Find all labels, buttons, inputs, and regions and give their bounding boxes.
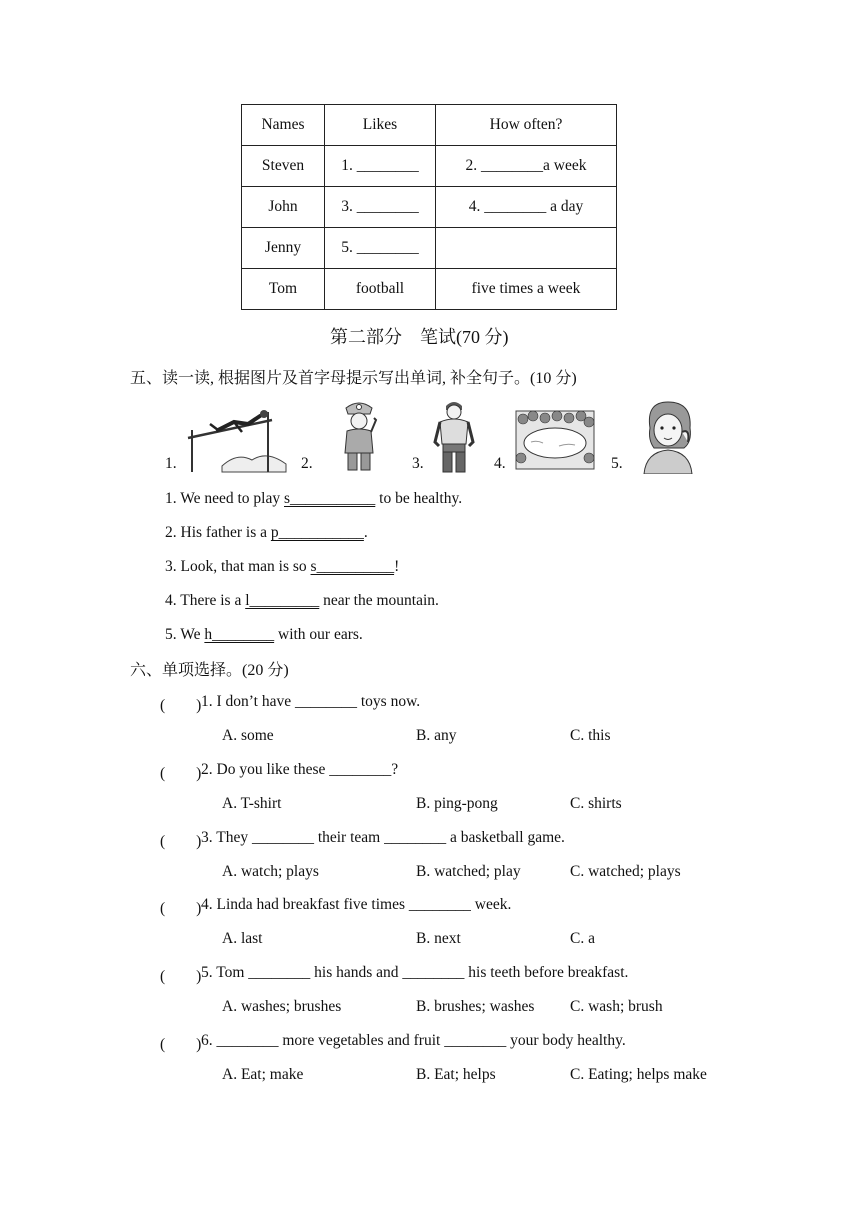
answer-blank[interactable]: s___________ [284,490,376,507]
table-header-cell: Likes [325,105,436,146]
sentence-text: . [363,524,368,541]
option-b[interactable]: B. brushes; washes [416,998,535,1015]
table-row [242,146,617,187]
sentence-text: ! [394,558,400,575]
table-cell [436,228,617,269]
sentence-text: near the mountain. [319,592,439,609]
option-b[interactable]: B. any [416,727,457,744]
answer-blank[interactable]: p___________ [270,524,364,541]
question-stem: 2. Do you like these ________? [201,761,399,778]
sentence-text: 2. His father is a [165,524,271,541]
table-cell[interactable]: 1. ________ [325,146,436,187]
table-cell[interactable]: 5. ________ [325,228,436,269]
table-row [242,269,617,310]
sentence-text: to be healthy. [375,490,463,507]
answer-paren[interactable]: ( ) [160,1036,202,1053]
table-cell: Tom [242,269,325,310]
section-six-heading: 六、单项选择。(20 分) [130,662,289,679]
answer-paren[interactable]: ( ) [160,833,202,850]
picture-number: 1. [165,455,177,472]
option-a[interactable]: A. Eat; make [222,1066,304,1083]
sentence-text: 5. We [165,626,205,643]
strong-man-icon [432,398,476,474]
question-stem: 1. I don’t have ________ toys now. [201,693,421,710]
table-row [242,228,617,269]
table-header-cell: Names [242,105,325,146]
part-title: 第二部分 笔试(70 分) [330,327,509,347]
question-stem: 6. ________ more vegetables and fruit ________ your body healthy. [201,1032,626,1049]
option-b[interactable]: B. ping-pong [416,795,498,812]
table-cell: John [242,187,325,228]
lake-icon [515,410,595,470]
sentence-text: 4. There is a [165,592,246,609]
option-b[interactable]: B. next [416,930,461,947]
answer-blank[interactable]: l_________ [245,592,320,609]
answer-paren[interactable]: ( ) [160,968,202,985]
girl-listening-icon [640,398,698,474]
question-stem: 3. They ________ their team ________ a basketball game. [201,829,565,846]
police-officer-icon [338,398,380,474]
table-cell[interactable]: 4. ________ a day [436,187,617,228]
fill-blank-sentence [165,524,368,542]
section-five-heading: 五、读一读, 根据图片及首字母提示写出单词, 补全句子。(10 分) [130,370,577,387]
table-cell: Jenny [242,228,325,269]
option-c[interactable]: C. wash; brush [570,998,663,1015]
option-a[interactable]: A. washes; brushes [222,998,342,1015]
option-a[interactable]: A. T-shirt [222,795,282,812]
table-header-row [242,105,617,146]
answer-blank[interactable]: s__________ [310,558,395,575]
fill-blank-sentence [165,592,439,610]
picture-number: 3. [412,455,424,472]
option-a[interactable]: A. last [222,930,263,947]
fill-blank-sentence [165,558,399,576]
picture-number: 2. [301,455,313,472]
answer-paren[interactable]: ( ) [160,900,202,917]
table-header-cell: How often? [436,105,617,146]
fill-blank-sentence [165,490,462,508]
option-b[interactable]: B. Eat; helps [416,1066,496,1083]
question-stem: 5. Tom ________ his hands and ________ his teeth before breakfast. [201,964,629,981]
sentence-text: 1. We need to play [165,490,284,507]
picture-number: 5. [611,455,623,472]
fill-blank-sentence [165,626,363,644]
table-cell: football [325,269,436,310]
sentence-text: with our ears. [274,626,363,643]
answer-blank[interactable]: h________ [204,626,275,643]
answer-paren[interactable]: ( ) [160,765,202,782]
table-cell[interactable]: 2. ________a week [436,146,617,187]
question-stem: 4. Linda had breakfast five times ________ week. [201,896,512,913]
table-cell: Steven [242,146,325,187]
picture-number: 4. [494,455,506,472]
table-cell[interactable]: 3. ________ [325,187,436,228]
option-c[interactable]: C. a [570,930,595,947]
option-c[interactable]: C. shirts [570,795,622,812]
table-row [242,187,617,228]
high-jump-icon [182,402,288,474]
option-c[interactable]: C. Eating; helps make [570,1066,707,1083]
option-c[interactable]: C. this [570,727,611,744]
option-c[interactable]: C. watched; plays [570,863,681,880]
option-b[interactable]: B. watched; play [416,863,521,880]
answer-paren[interactable]: ( ) [160,697,202,714]
survey-table [241,104,617,310]
option-a[interactable]: A. watch; plays [222,863,319,880]
option-a[interactable]: A. some [222,727,274,744]
sentence-text: 3. Look, that man is so [165,558,311,575]
table-cell: five times a week [436,269,617,310]
